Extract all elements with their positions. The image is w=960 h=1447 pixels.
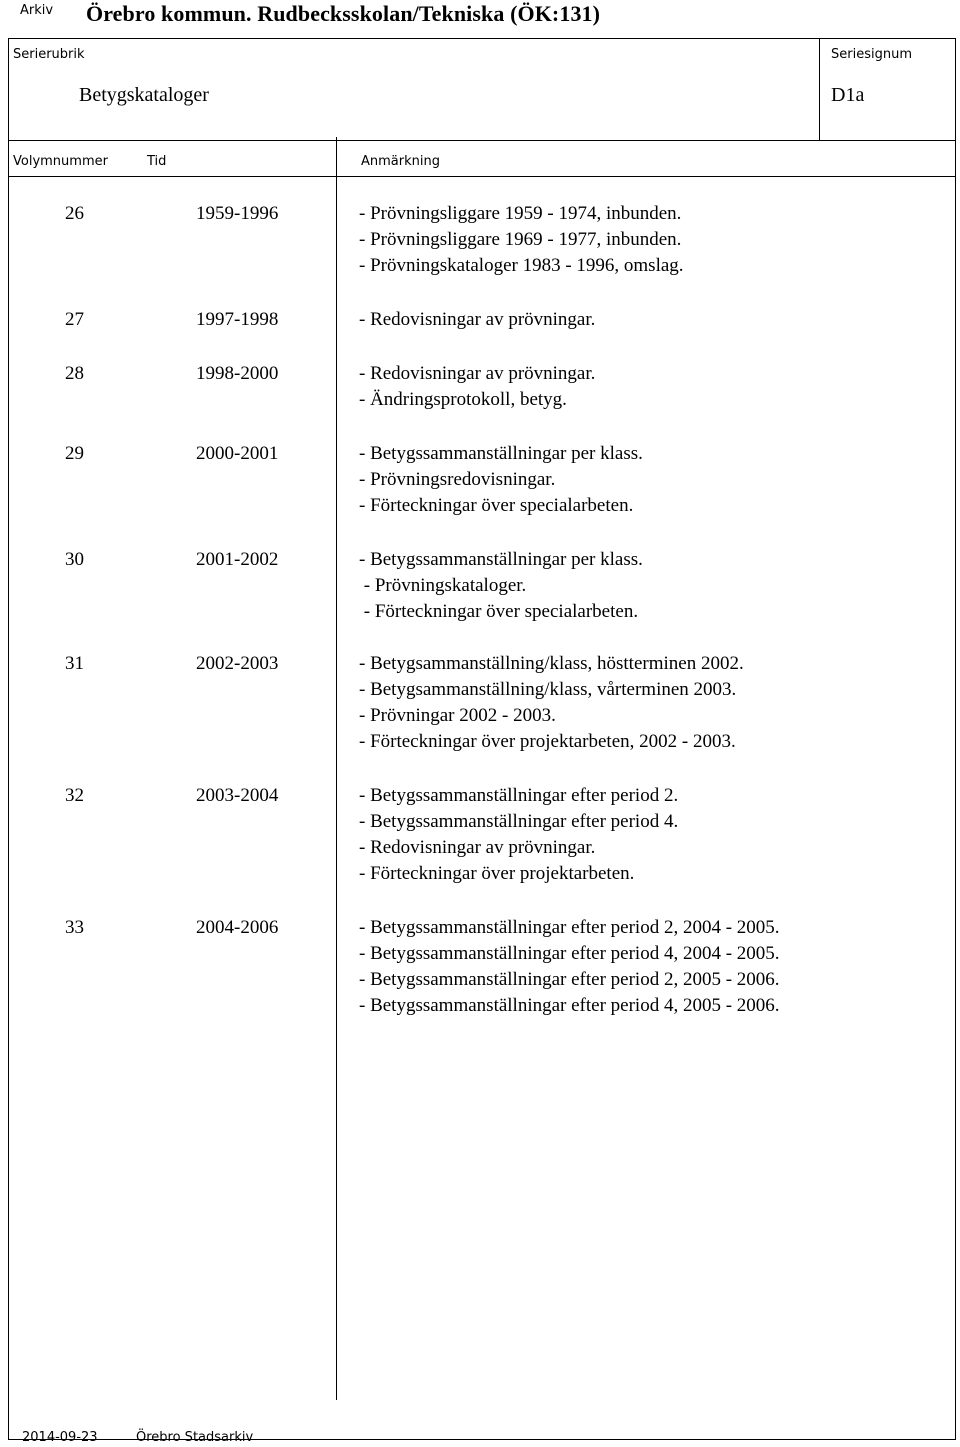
note-line: - Prövningskataloger 1983 - 1996, omslag. [359, 255, 684, 276]
arkiv-name: Örebro kommun. Rudbecksskolan/Tekniska (ÖK:131) [86, 1, 601, 26]
volume-notes [359, 441, 643, 519]
note-line: - Förteckningar över specialarbeten. [359, 601, 639, 622]
volume-period: 2002-2003 [196, 653, 279, 674]
note-line: - Förteckningar över projektarbeten. [359, 863, 635, 884]
note-line: - Prövningsliggare 1969 - 1977, inbunden. [359, 229, 682, 250]
note-line: - Betygssammanställningar efter period 4, 2004 - 2005. [359, 943, 780, 964]
seriesignum-value: D1a [831, 84, 865, 106]
serierubrik-label: Serierubrik [13, 47, 85, 62]
note-line: - Prövningsliggare 1959 - 1974, inbunden. [359, 203, 682, 224]
column-volymnummer: Volymnummer [13, 154, 108, 169]
series-divider [819, 39, 820, 140]
note-line: - Betygssammanställningar efter period 4, 2005 - 2006. [359, 995, 780, 1016]
volume-notes [359, 651, 744, 755]
serierubrik-value: Betygskataloger [79, 84, 209, 106]
note-line: - Redovisningar av prövningar. [359, 837, 596, 858]
volume-notes [359, 783, 678, 887]
volume-notes [359, 915, 780, 1019]
note-line: - Betygssammanställningar efter period 4. [359, 811, 679, 832]
note-line: - Betygssammanställningar efter period 2. [359, 785, 679, 806]
volume-notes [359, 361, 595, 413]
arkiv-label: Arkiv [20, 3, 54, 18]
volume-number: 27 [65, 309, 84, 330]
note-line: - Betygsammanställning/klass, höstterminen 2002. [359, 653, 744, 674]
volume-period: 2001-2002 [196, 549, 279, 570]
archive-line [8, 0, 958, 36]
note-line: - Betygssammanställningar per klass. [359, 443, 643, 464]
footer-org: Örebro Stadsarkiv [136, 1430, 254, 1445]
note-line: - Prövningsredovisningar. [359, 469, 556, 490]
volume-number: 26 [65, 203, 84, 224]
note-line: - Redovisningar av prövningar. [359, 363, 596, 384]
volume-number: 28 [65, 363, 84, 384]
note-line: - Förteckningar över specialarbeten. [359, 495, 634, 516]
volume-period: 1959-1996 [196, 203, 279, 224]
note-line: - Betygssammanställningar per klass. [359, 549, 643, 570]
column-anmarkning: Anmärkning [361, 154, 440, 169]
footer-date: 2014-09-23 [22, 1430, 98, 1445]
catalog-sheet [8, 38, 956, 1440]
note-line: - Prövningar 2002 - 2003. [359, 705, 556, 726]
note-line: - Redovisningar av prövningar. [359, 309, 596, 330]
volume-number: 31 [65, 653, 84, 674]
volume-notes [359, 201, 684, 279]
note-line: - Förteckningar över projektarbeten, 2002 - 2003. [359, 731, 736, 752]
volume-notes [359, 547, 643, 625]
column-divider [336, 137, 337, 1400]
footer [0, 1418, 960, 1447]
note-line: - Betygsammanställning/klass, vårterminen 2003. [359, 679, 737, 700]
note-line: - Betygssammanställningar efter period 2, 2005 - 2006. [359, 969, 780, 990]
volume-number: 32 [65, 785, 84, 806]
volume-period: 2004-2006 [196, 917, 279, 938]
note-line: - Prövningskataloger. [359, 575, 527, 596]
volume-number: 30 [65, 549, 84, 570]
volume-notes [359, 307, 595, 333]
note-line: - Betygssammanställningar efter period 2, 2004 - 2005. [359, 917, 780, 938]
series-row [9, 39, 955, 141]
column-header-row [9, 140, 955, 177]
seriesignum-label: Seriesignum [831, 47, 912, 62]
note-line: - Ändringsprotokoll, betyg. [359, 389, 567, 410]
volume-period: 2000-2001 [196, 443, 279, 464]
volume-number: 29 [65, 443, 84, 464]
volume-number: 33 [65, 917, 84, 938]
volume-period: 2003-2004 [196, 785, 279, 806]
volume-period: 1998-2000 [196, 363, 279, 384]
column-tid: Tid [147, 154, 167, 169]
volume-period: 1997-1998 [196, 309, 279, 330]
